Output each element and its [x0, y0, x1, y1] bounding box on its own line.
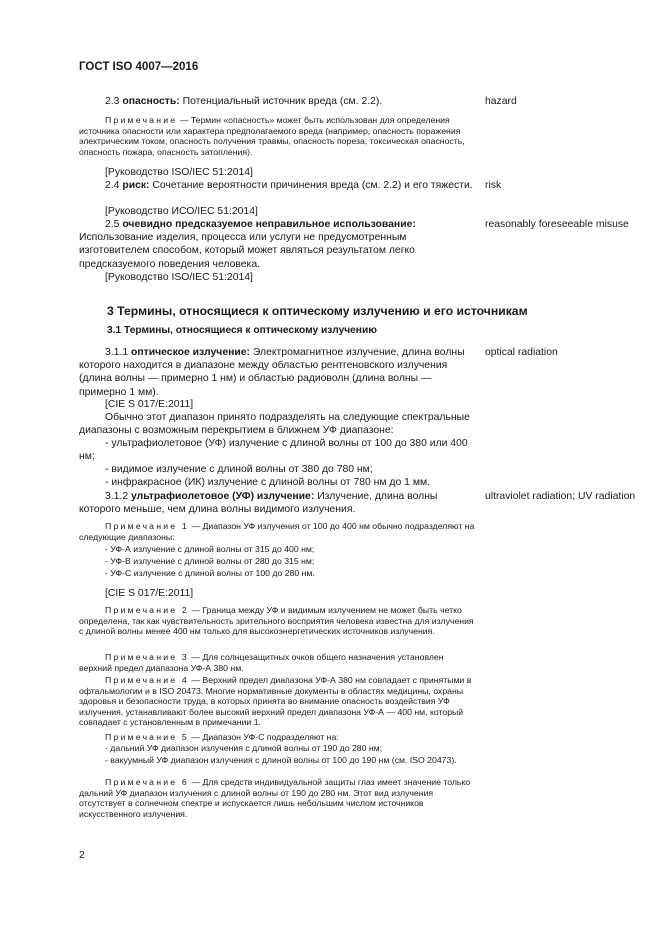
- uv-band-item: - УФ-В излучение с длиной волны от 280 до 315 нм;: [105, 556, 315, 566]
- term-3-1-2: [79, 490, 475, 516]
- uvc-subrange-item: - вакуумный УФ диапазон излучения с длиной волны от 100 до 190 нм (см. ISO 20473).: [105, 755, 457, 765]
- note-text: — Для средств индивидуальной защиты глаз имеет значение только дальний УФ диапазон излучения с длиной волны от 190 до 280 нм. Этот вид излучения отсутствует в солнечном спектре и испускается лишь небольшим числом источников искусственного излучения.: [79, 777, 471, 819]
- term-number: 2.5: [105, 219, 120, 230]
- uvc-subrange-item: - дальний УФ диапазон излучения с длиной волны от 190 до 280 нм;: [105, 743, 383, 753]
- source-2-4: [Руководство ИСО/IEC 51:2014]: [105, 206, 258, 217]
- note-label: Примечание 1: [105, 521, 189, 531]
- source-3-1-2: [CIE S 017/E:2011]: [105, 588, 194, 599]
- term-number: 2.4: [105, 180, 120, 191]
- note-label: Примечание 2: [105, 605, 189, 615]
- term-2-5-english: reasonably foreseeable misuse: [485, 219, 629, 230]
- term-2-4: [79, 179, 475, 192]
- term-number: 3.1.1: [105, 347, 129, 358]
- note-3-1-2-1: [79, 521, 475, 542]
- note-text: — Диапазон УФ-С подразделяют на:: [191, 732, 339, 742]
- term-name: оптическое излучение:: [131, 347, 251, 358]
- term-definition: Использование изделия, процесса или услуги не предусмотренным изготовителем способом, который может являться результатом легко предсказуемого поведения человека.: [79, 232, 415, 270]
- source-3-1-1: [CIE S 017/E:2011]: [105, 399, 194, 410]
- term-definition: Электромагнитное излучение, длина волны которого находится в диапазоне между областью рентгеновского излучения (длина волны — примерно 1 нм) и областью радиоволн (длина волны — примерно 1 мм).: [79, 347, 465, 398]
- note-3-1-2-4: [79, 675, 475, 728]
- note-2-3: [79, 115, 475, 157]
- term-name: очевидно предсказуемое неправильное использование:: [122, 219, 416, 230]
- page-number: 2: [79, 849, 85, 861]
- note-text: — Термин «опасность» может быть использован для определения источника опасности или характера предполагаемого вреда (например, опасность поражения электрическим током, опасность получения травмы, опасность пореза, токсическая опасность, опасность пожара, опасность затопления).: [79, 115, 465, 157]
- term-3-1-1-english: optical radiation: [485, 347, 558, 358]
- uv-band-item: - УФ-А излучение с длиной волны от 315 до 400 нм;: [105, 544, 315, 554]
- term-number: 3.1.2: [105, 491, 129, 502]
- term-name: ультрафиолетовое (УФ) излучение:: [131, 491, 315, 502]
- term-2-5: [79, 218, 475, 271]
- spectral-range-item: - ультрафиолетовое (УФ) излучение с длиной волны от 100 до 380 или 400 нм;: [79, 438, 468, 463]
- term-name: опасность:: [122, 96, 180, 107]
- source-2-3: [Руководство ISO/IEC 51:2014]: [105, 167, 253, 178]
- note-3-1-2-3: [79, 652, 475, 673]
- note-label: Примечание 3: [105, 652, 189, 662]
- term-2-3: [79, 95, 501, 108]
- note-3-1-2-6: [79, 777, 475, 819]
- term-definition: Излучение, длина волны которого меньше, чем длина волны видимого излучения.: [79, 491, 438, 516]
- note-text: — Диапазон УФ излучения от 100 до 400 нм обычно подразделяют на следующие диапазоны:: [79, 521, 475, 542]
- term-definition: Сочетание вероятности причинения вреда (см. 2.2) и его тяжести.: [152, 180, 473, 191]
- term-2-3-english: hazard: [485, 96, 517, 107]
- term-name: риск:: [122, 180, 150, 191]
- source-2-5: [Руководство ISO/IEC 51:2014]: [105, 272, 253, 283]
- note-text: — Для солнцезащитных очков общего назначения установлен верхний предел диапазона УФ-А 380 нм.: [79, 652, 444, 673]
- note-label: Примечание 5: [105, 732, 189, 742]
- note-3-1-2-5: [79, 732, 475, 743]
- term-definition: Потенциальный источник вреда (см. 2.2).: [182, 96, 383, 107]
- subsection-3-1-title: 3.1 Термины, относящиеся к оптическому излучению: [107, 325, 377, 336]
- spectral-ranges-paragraph: Обычно этот диапазон принято подразделять на следующие спектральные диапазоны с возможным перекрытием в ближнем УФ диапазоне:: [79, 412, 470, 437]
- note-text: — Верхний предел диапазона УФ-А 380 нм совпадает с принятыми в офтальмологии и в ISO 20473. Многие нормативные документы в областях медицины, охраны здоровья и безопасности труда, в которых принята во внимание опасность воздействия УФ излучения, устанавливают более высокий верхний предел диапазона УФ-А — 400 нм, который совпадает с установленным в примечании 1.: [79, 675, 472, 728]
- note-label: Примечание 4: [105, 675, 189, 685]
- note-label: Примечание 6: [105, 777, 189, 787]
- document-header: ГОСТ ISO 4007—2016: [79, 61, 199, 73]
- note-label: Примечание: [105, 115, 178, 125]
- note-text: — Граница между УФ и видимым излучением не может быть четко определена, так как чувствительность зрительного восприятия человека известна для излучения с длиной волны менее 400 нм только для высокоэнергетических источников излучения.: [79, 605, 474, 637]
- note-3-1-2-2: [79, 605, 475, 637]
- spectral-range-item: - инфракрасное (ИК) излучение с длиной волны от 780 нм до 1 мм.: [105, 477, 431, 488]
- term-number: 2.3: [105, 96, 120, 107]
- term-2-4-english: risk: [485, 180, 502, 191]
- uv-band-item: - УФ-С излучение с длиной волны от 100 до 280 нм.: [105, 568, 315, 578]
- section-3-title: 3 Термины, относящиеся к оптическому излучению и его источникам: [107, 304, 528, 318]
- term-3-1-2-english: ultraviolet radiation; UV radiation: [485, 491, 636, 502]
- spectral-range-item: - видимое излучение с длиной волны от 380 до 780 нм;: [105, 464, 373, 475]
- term-3-1-1: [79, 346, 475, 399]
